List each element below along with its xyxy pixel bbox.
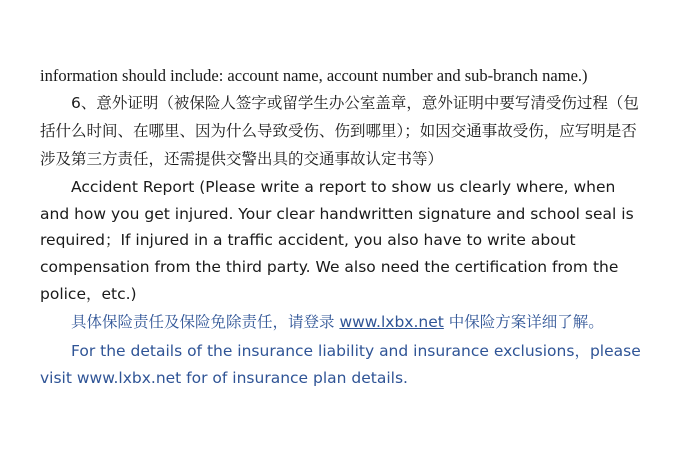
paragraph-bank-info: information should include: account name, account number and sub-branch name.): [40, 66, 588, 85]
insurance-detail-text-trail: 中保险方案详细了解。: [443, 313, 604, 332]
paragraph-accident-proof-chinese: 6、意外证明（被保险人签字或留学生办公室盖章，意外证明中要写清受伤过程（包括什么时间、在哪里、因为什么导致受伤、伤到哪里）；如因交通事故受伤，应写明是否涉及第三方责任，还需提供交警出具的交通事故认定书等）: [40, 94, 639, 168]
paragraph-accident-report-english: Accident Report (Please write a report to show us clearly where, when and how you get injured. Your clear handwritten signature and school seal is required；If injured in a traffic accident, you also have to write about compensation from the third party. We also need the certification from the police，etc.): [40, 178, 634, 303]
paragraph-insurance-detail-english: For the details of the insurance liability and insurance exclusions，please visit www.lxbx.net for of insurance plan details.: [40, 341, 641, 387]
paragraph-insurance-detail-chinese: [40, 309, 644, 337]
lxbx-website-link[interactable]: www.lxbx.net: [339, 313, 444, 332]
document-body: [40, 62, 644, 391]
insurance-detail-text-lead: 具体保险责任及保险免除责任，请登录: [71, 313, 340, 332]
